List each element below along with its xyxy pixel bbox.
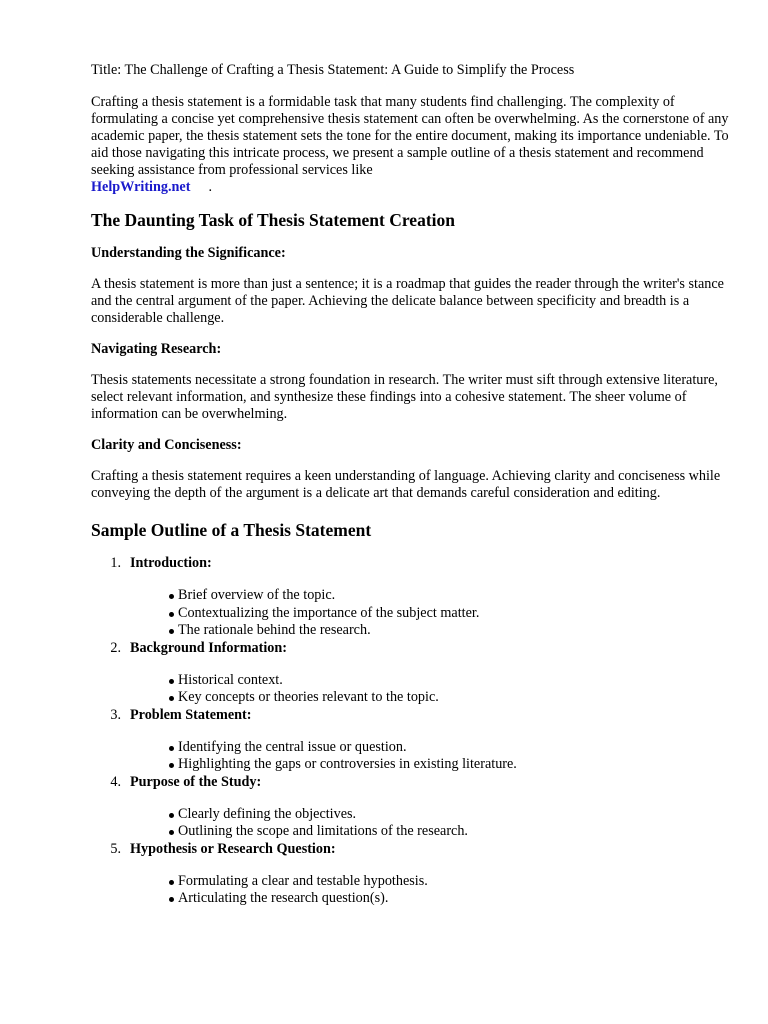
bullet-icon — [169, 830, 174, 835]
outline-item-background — [91, 640, 731, 707]
bullet-icon — [169, 880, 174, 885]
outline-number: 2. — [110, 639, 121, 656]
outline-number: 4. — [110, 773, 121, 790]
bullet-list — [130, 672, 731, 707]
bullet-icon — [169, 612, 174, 617]
bullet-text: Key concepts or theories relevant to the topic. — [178, 689, 439, 705]
bullet-item — [169, 672, 731, 690]
outline-item-introduction — [91, 555, 731, 640]
subheading-clarity: Clarity and Conciseness: — [91, 437, 242, 453]
outline-list — [91, 555, 731, 908]
bullet-list — [130, 806, 731, 841]
paragraph-research: Thesis statements necessitate a strong foundation in research. The writer must sift through extensive literature, select relevant information, and synthesize these findings into a cohesive statement. The sheer volume of information can be overwhelming. — [91, 372, 718, 422]
bullet-text: Articulating the research question(s). — [178, 890, 389, 906]
outline-number: 1. — [110, 555, 121, 571]
outline-item-problem — [91, 707, 731, 774]
bullet-item — [169, 806, 731, 824]
bullet-icon — [169, 679, 174, 684]
bullet-icon — [169, 813, 174, 818]
bullet-text: Clearly defining the objectives. — [178, 805, 357, 822]
intro-text: Crafting a thesis statement is a formidable task that many students find challenging. The complexity of formulating a concise yet comprehensive thesis statement can often be overwhelming. As the cornerstone of any academic paper, the thesis statement sets the tone for the entire document, making its importance undeniable. To aid those navigating this intricate process, we present a sample outline of a thesis statement and recommend seeking assistance from professional services like — [91, 94, 729, 178]
section-heading-daunting-task: The Daunting Task of Thesis Statement Creation — [91, 210, 455, 230]
bullet-text: Historical context. — [178, 671, 283, 688]
bullet-text: The rationale behind the research. — [178, 622, 371, 638]
outline-number: 3. — [110, 706, 121, 723]
bullet-item — [169, 756, 731, 774]
subheading-significance: Understanding the Significance: — [91, 245, 286, 261]
outline-item-label: Problem Statement: — [130, 706, 252, 723]
bullet-icon — [169, 746, 174, 751]
intro-period: . — [208, 179, 212, 195]
outline-item-label: Introduction: — [130, 555, 212, 571]
bullet-text: Identifying the central issue or question. — [178, 738, 407, 755]
bullet-list — [130, 873, 731, 908]
bullet-icon — [169, 594, 174, 599]
outline-item-label: Hypothesis or Research Question: — [130, 840, 336, 857]
bullet-item — [169, 739, 731, 757]
subheading-research: Navigating Research: — [91, 341, 222, 357]
outline-item-label: Purpose of the Study: — [130, 773, 262, 790]
section-heading-sample-outline: Sample Outline of a Thesis Statement — [91, 520, 372, 540]
bullet-list — [130, 587, 731, 640]
paragraph-clarity: Crafting a thesis statement requires a keen understanding of language. Achieving clarity and conciseness while conveying the depth of the argument is a delicate art that demands careful consideration and editing. — [91, 468, 721, 501]
bullet-text: Brief overview of the topic. — [178, 587, 336, 603]
outline-item-hypothesis — [91, 841, 731, 908]
paragraph-significance: A thesis statement is more than just a sentence; it is a roadmap that guides the reader through the writer's stance and the central argument of the paper. Achieving the delicate balance between specificity and breadth is a considerable challenge. — [91, 276, 724, 326]
helpwriting-link[interactable]: HelpWriting.net — [91, 179, 191, 195]
bullet-item — [169, 622, 731, 640]
bullet-item — [169, 587, 731, 605]
document-body — [91, 62, 731, 908]
bullet-text: Formulating a clear and testable hypothesis. — [178, 872, 428, 889]
bullet-item — [169, 689, 731, 707]
bullet-list — [130, 739, 731, 774]
bullet-text: Outlining the scope and limitations of the research. — [178, 823, 468, 839]
bullet-text: Highlighting the gaps or controversies in existing literature. — [178, 756, 517, 772]
outline-item-label: Background Information: — [130, 639, 288, 656]
bullet-icon — [169, 897, 174, 902]
bullet-item — [169, 605, 731, 623]
bullet-item — [169, 890, 731, 908]
bullet-icon — [169, 629, 174, 634]
document-title: Title: The Challenge of Crafting a Thesis Statement: A Guide to Simplify the Process — [91, 62, 575, 78]
bullet-item — [169, 873, 731, 891]
outline-item-purpose — [91, 774, 731, 841]
outline-number: 5. — [110, 840, 121, 857]
bullet-item — [169, 823, 731, 841]
intro-paragraph — [91, 94, 731, 196]
bullet-text: Contextualizing the importance of the subject matter. — [178, 604, 480, 621]
bullet-icon — [169, 696, 174, 701]
bullet-icon — [169, 763, 174, 768]
